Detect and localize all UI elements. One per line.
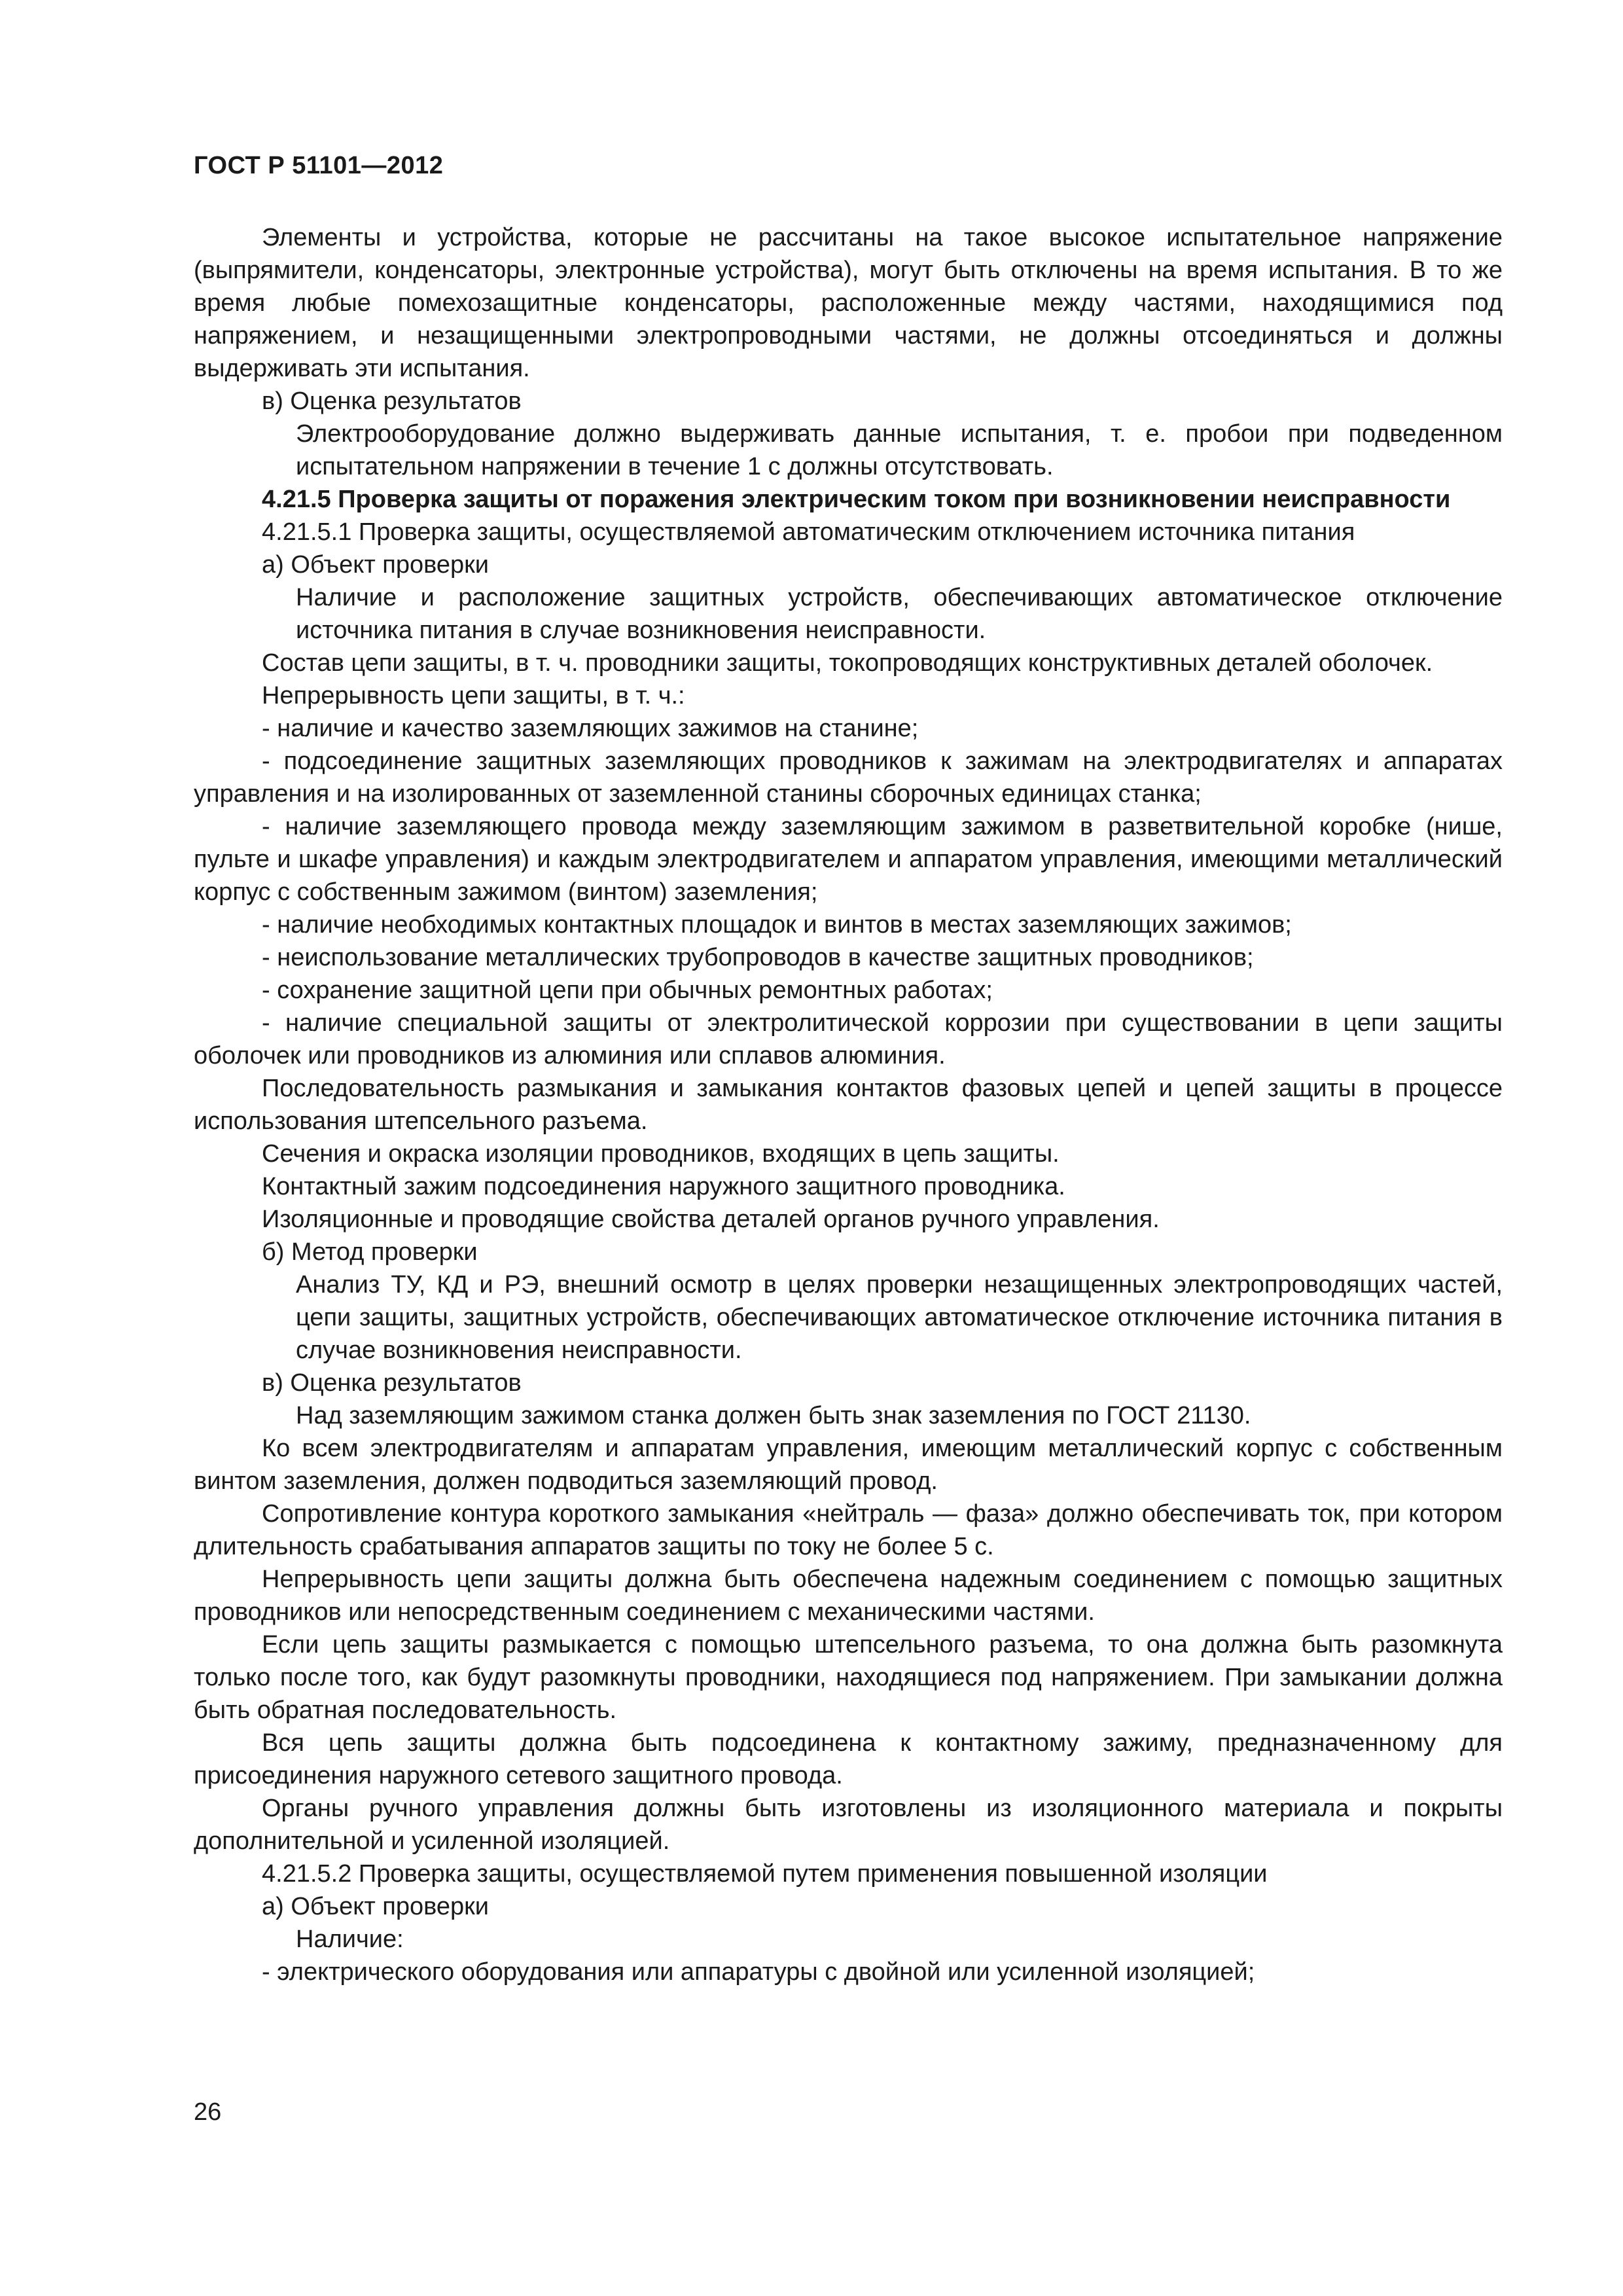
paragraph: Над заземляющим зажимом станка должен быть знак заземления по ГОСТ 21130. (296, 1402, 1251, 1429)
list-item-label: а) Объект проверки (262, 551, 490, 579)
list-item: - неиспользование металлических трубопроводов в качестве защитных проводников; (262, 944, 1254, 971)
document-header: ГОСТ Р 51101—2012 (194, 152, 444, 179)
paragraph: Непрерывность цепи защиты должна быть обеспечена надежным соединением с помощью защитных проводников или непосредственным соединением с механическими частями. (194, 1566, 1503, 1626)
paragraph: Ко всем электродвигателям и аппаратам управления, имеющим металлический корпус с собственным винтом заземления, должен подводиться заземляющий провод. (194, 1435, 1503, 1495)
list-item: - подсоединение защитных заземляющих проводников к зажимам на электродвигателях и аппаратах управления и на изолированных от заземленной станины сборочных единицах станка; (194, 747, 1503, 808)
list-item-label: а) Объект проверки (262, 1893, 490, 1920)
paragraph: Сечения и окраска изоляции проводников, входящих в цепь защиты. (262, 1140, 1060, 1168)
paragraph: Органы ручного управления должны быть изготовлены из изоляционного материала и покрыты дополнительной и усиленной изоляцией. (194, 1795, 1503, 1855)
subsection-heading: 4.21.5.1 Проверка защиты, осуществляемой автоматическим отключением источника питания (262, 518, 1355, 546)
list-item-label: в) Оценка результатов (262, 387, 522, 415)
list-item: - наличие и качество заземляющих зажимов на станине; (262, 715, 919, 742)
paragraph: Состав цепи защиты, в т. ч. проводники защиты, токопроводящих конструктивных деталей оболочек. (262, 649, 1433, 677)
list-item-label: в) Оценка результатов (262, 1369, 522, 1397)
list-item: - наличие специальной защиты от электролитической коррозии при существовании в цепи защиты оболочек или проводников из алюминия или сплавов алюминия. (194, 1009, 1503, 1069)
paragraph: Вся цепь защиты должна быть подсоединена к контактному зажиму, предназначенному для присоединения наружного сетевого защитного провода. (194, 1729, 1503, 1789)
paragraph: Элементы и устройства, которые не рассчитаны на такое высокое испытательное напряжение (выпрямители, конденсаторы, электронные устройства), могут быть отключены на время испытания. В то же время любые помехозащитные конденсаторы, расположенные между частями, находящимися под напряжением, и незащищенными электропроводными частями, не должны отсоединяться и должны выдерживать эти испытания. (194, 224, 1503, 382)
paragraph: Электрооборудование должно выдерживать данные испытания, т. е. пробои при подведенном испытательном напряжении в течение 1 с должны отсутствовать. (296, 420, 1503, 480)
section-heading: 4.21.5 Проверка защиты от поражения электрическим током при возникновении неисправности (262, 486, 1451, 513)
list-item-label: б) Метод проверки (262, 1238, 478, 1266)
list-item: - наличие необходимых контактных площадок и винтов в местах заземляющих зажимов; (262, 911, 1292, 939)
paragraph: Контактный зажим подсоединения наружного защитного проводника. (262, 1173, 1065, 1200)
paragraph: Анализ ТУ, КД и РЭ, внешний осмотр в целях проверки незащищенных электропроводящих частей, цепи защиты, защитных устройств, обеспечивающих автоматическое отключение источника питания в случае возникновения неисправности. (296, 1271, 1503, 1364)
paragraph: Сопротивление контура короткого замыкания «нейтраль — фаза» должно обеспечивать ток, при котором длительность срабатывания аппаратов защиты по току не более 5 с. (194, 1500, 1503, 1560)
page-number: 26 (194, 2098, 222, 2126)
subsection-heading: 4.21.5.2 Проверка защиты, осуществляемой путем применения повышенной изоляции (262, 1860, 1268, 1888)
paragraph: Последовательность размыкания и замыкания контактов фазовых цепей и цепей защиты в процессе использования штепсельного разъема. (194, 1075, 1503, 1135)
paragraph: Непрерывность цепи защиты, в т. ч.: (262, 682, 685, 709)
paragraph: Если цепь защиты размыкается с помощью штепсельного разъема, то она должна быть разомкнута только после того, как будут разомкнуты проводники, находящиеся под напряжением. При замыкании должна быть обратная последовательность. (194, 1631, 1503, 1724)
document-body (194, 221, 1503, 1988)
list-item: - сохранение защитной цепи при обычных ремонтных работах; (262, 977, 993, 1004)
paragraph: Изоляционные и проводящие свойства деталей органов ручного управления. (262, 1206, 1160, 1233)
list-item: - наличие заземляющего провода между заземляющим зажимом в разветвительной коробке (нише, пульте и шкафе управления) и каждым электродвигателем и аппаратом управления, имеющими металлический корпус с собственным зажимом (винтом) заземления; (194, 813, 1503, 906)
paragraph: Наличие и расположение защитных устройств, обеспечивающих автоматическое отключение источника питания в случае возникновения неисправности. (296, 584, 1503, 644)
paragraph: Наличие: (296, 1926, 404, 1953)
list-item: - электрического оборудования или аппаратуры с двойной или усиленной изоляцией; (262, 1958, 1255, 1986)
